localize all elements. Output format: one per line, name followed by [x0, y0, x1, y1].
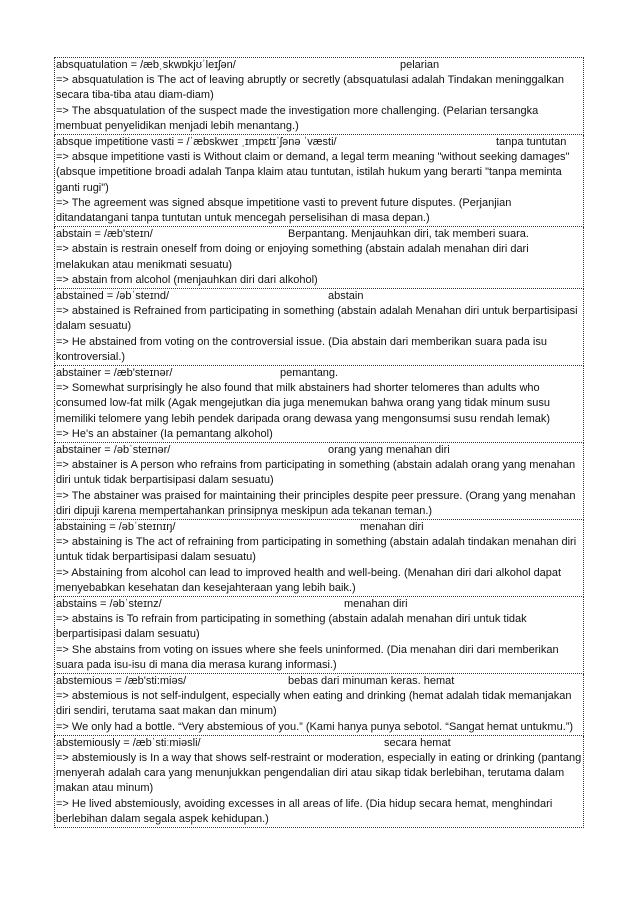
- entry-head: [56, 366, 583, 381]
- entry-definition: => absquatulation is The act of leaving abruptly or secretly (absquatulasi adalah Tindakan meninggalkan secara tiba-tiba atau diam-diam): [56, 74, 564, 102]
- entry-abstainer-2: [54, 443, 584, 520]
- entry-translation: tanpa tuntutan: [496, 136, 567, 148]
- entry-abstemiously: [54, 736, 584, 828]
- entry-example: => We only had a bottle. “Very abstemious of you.” (Kami hanya punya sebotol. “Sangat hemat untukmu.”): [56, 720, 574, 733]
- entry-definition: => abstain is restrain oneself from doing or enjoying something (abstain adalah menahan diri dari melakukan atau menikmati sesuatu): [56, 243, 529, 271]
- entry-example: => Abstaining from alcohol can lead to improved health and well-being. (Menahan diri dari alkohol dapat menyebabkan kesehatan dan kesejahteraan yang lebih baik.): [56, 566, 562, 594]
- entry-definition: => abstained is Refrained from participating in something (abstain adalah Menahan diri untuk berpartisipasi dalam sesuatu): [56, 305, 578, 333]
- entry-head: [56, 227, 583, 242]
- entry-term: abstains = /əbˈsteɪnz/: [56, 598, 162, 610]
- entry-example: => The agreement was signed absque impetitione vasti to prevent future disputes. (Perjanjian ditandatangani tanpa tuntutan untuk mencegah perselisihan di masa depan.): [56, 196, 512, 224]
- entry-term: abstained = /əbˈsteɪnd/: [56, 290, 170, 302]
- entry-term: abstainer = /əbˈsteɪnər/: [56, 444, 171, 456]
- entry-example: => The absquatulation of the suspect made the investigation more challenging. (Pelarian tersangka membuat penyelidikan menjadi lebih menantang.): [56, 104, 539, 132]
- entry-translation: menahan diri: [344, 598, 408, 610]
- entry-head: [56, 736, 583, 751]
- entry-example: => He abstained from voting on the controversial issue. (Dia abstain dari memberikan suara pada isu kontroversial.): [56, 335, 547, 363]
- entry-abstain: [54, 227, 584, 289]
- entry-definition: => abstaining is The act of refraining from participating in something (abstain adalah tindakan menahan diri untuk tidak berpartisipasi dalam sesuatu): [56, 536, 577, 564]
- entry-translation: secara hemat: [384, 736, 451, 749]
- entry-translation: orang yang menahan diri: [328, 444, 450, 456]
- entry-head: [56, 520, 583, 535]
- entry-example: => The abstainer was praised for maintaining their principles despite peer pressure. (Orang yang menahan diri dipuji karena mempertahankan prinsipnya meskipun ada tekanan teman.): [56, 489, 576, 517]
- entry-head: [56, 135, 583, 150]
- entry-definition: => abstemious is not self-indulgent, especially when eating and drinking (hemat adalah tidak memanjakan diri sendiri, terutama saat makan dan minum): [56, 690, 572, 718]
- entry-term: abstemiously = /æbˈstiːmiəsli/: [56, 736, 201, 749]
- entry-abstainer-1: [54, 366, 584, 443]
- entry-definition: => Somewhat surprisingly he also found that milk abstainers had shorter telomeres than adults who consumed low-fat milk (Agak mengejutkan dia juga menemukan bahwa orang yang tidak minum susu memiliki telomere yang lebih pendek daripada orang dewasa yang mengonsumsi susu rendah lemak): [56, 382, 551, 425]
- entry-head: [56, 58, 583, 73]
- entry-term: abstemious = /æb'sti:miəs/: [56, 675, 187, 687]
- entry-definition: => absque impetitione vasti is Without claim or demand, a legal term meaning "without seeking damages" (absque impetitione broadi adalah Tanpa klaim atau tuntutan, istilah hukum yang berarti "tanpa meminta ganti rugi"): [56, 151, 570, 194]
- entry-abstained: [54, 289, 584, 366]
- dictionary-page: [54, 57, 584, 828]
- entry-example: => abstain from alcohol (menjauhkan diri dari alkohol): [56, 273, 318, 286]
- entry-translation: Berpantang. Menjauhkan diri, tak memberi suara.: [288, 228, 529, 241]
- entry-translation: pemantang.: [280, 367, 339, 379]
- entry-head: [56, 597, 583, 612]
- entry-term: abstaining = /əbˈsteɪnɪŋ/: [56, 521, 176, 533]
- entry-head: [56, 443, 583, 458]
- entry-head: [56, 674, 583, 689]
- entry-translation: bebas dari minuman keras. hemat: [288, 675, 455, 687]
- entry-absquatulation: [54, 57, 584, 135]
- entry-term: abstain = /æb'steɪn/: [56, 228, 153, 241]
- entry-translation: pelarian: [400, 59, 440, 71]
- entry-example: => He's an abstainer (Ia pemantang alkohol): [56, 427, 273, 440]
- entry-example: => She abstains from voting on issues where she feels uninformed. (Dia menahan diri dari memberikan suara pada isu-isu di mana dia merasa kurang informasi.): [56, 643, 559, 671]
- entry-term: absque impetitione vasti = /ˈæbskweɪ ˌɪmpɛtɪˈʃənə ˈvæsti/: [56, 136, 337, 148]
- entry-abstemious: [54, 674, 584, 736]
- entry-term: absquatulation = /æbˌskwɒkjʊˈleɪʃən/: [56, 59, 236, 71]
- entry-translation: menahan diri: [360, 521, 424, 533]
- entry-term: abstainer = /æb'steɪnər/: [56, 367, 173, 379]
- entry-abstaining: [54, 520, 584, 597]
- entry-translation: abstain: [328, 290, 364, 302]
- entry-definition: => abstains is To refrain from participating in something (abstain adalah menahan diri untuk tidak berpartisipasi dalam sesuatu): [56, 613, 527, 641]
- entry-example: => He lived abstemiously, avoiding excesses in all areas of life. (Dia hidup secara hemat, menghindari berlebihan dalam segala aspek kehidupan.): [56, 797, 553, 825]
- entry-definition: => abstemiously is In a way that shows self-restraint or moderation, especially in eating or drinking (pantang menyerah adalah cara yang menunjukkan pengendalian diri atau sikap tidak berlebihan, terutama dalam makan atau minum): [56, 751, 582, 795]
- entry-head: [56, 289, 583, 304]
- entry-definition: => abstainer is A person who refrains from participating in something (abstain adalah orang yang menahan diri untuk tidak berpartisipasi dalam sesuatu): [56, 459, 576, 487]
- entry-absque-impetitione-vasti: [54, 135, 584, 227]
- entry-abstains: [54, 597, 584, 674]
